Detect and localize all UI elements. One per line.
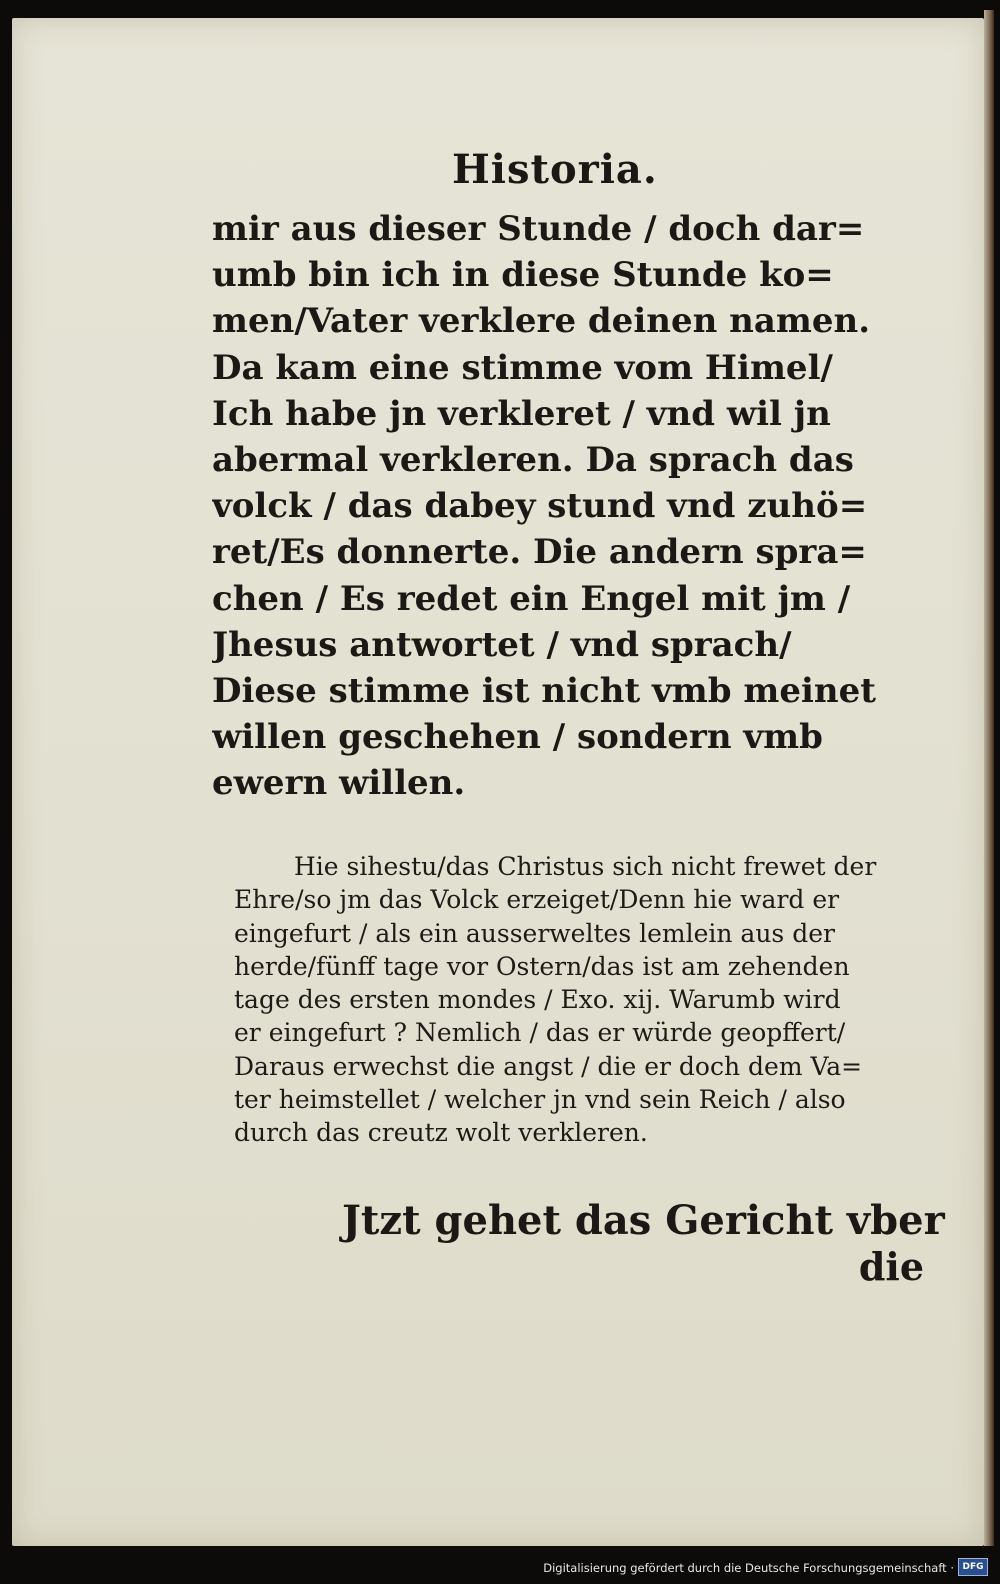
gloss-line: herde/fünff tage vor Ostern/das ist am zehenden bbox=[234, 951, 850, 981]
main-line: abermal verkleren. Da sprach das bbox=[212, 440, 854, 481]
main-line: chen / Es redet ein Engel mit jm / bbox=[212, 578, 851, 619]
main-line: ret/Es donnerte. Die andern spra= bbox=[212, 532, 867, 573]
gloss-line: Daraus erwechst die angst / die er doch dem Va= bbox=[234, 1051, 863, 1081]
main-line: ewern willen. bbox=[212, 763, 466, 804]
gloss-line: er eingefurt ? Nemlich / das er würde geopffert/ bbox=[234, 1018, 846, 1048]
main-line: men/Vater verklere deinen namen. bbox=[212, 301, 871, 342]
main-line: willen geschehen / sondern vmb bbox=[212, 717, 823, 758]
section-heading: Jtzt gehet das Gericht vber bbox=[342, 1197, 945, 1244]
main-line: Ich habe jn verkleret / vnd wil jn bbox=[212, 393, 831, 434]
gloss-line: Hie sihestu/das Christus sich nicht frewet der bbox=[294, 852, 877, 881]
main-line: Da kam eine stimme vom Himel/ bbox=[212, 347, 833, 388]
running-heading: Historia. bbox=[452, 146, 658, 193]
gloss-line: durch das creutz wolt verkleren. bbox=[234, 1118, 648, 1148]
main-line: umb bin ich in diese Stunde ko= bbox=[212, 255, 834, 296]
dfg-logo-icon: DFG bbox=[958, 1558, 988, 1576]
gloss-line: tage des ersten mondes / Exo. xij. Warumb wird bbox=[234, 985, 841, 1015]
gloss-text-block bbox=[234, 850, 954, 1150]
catchword: die bbox=[858, 1244, 924, 1289]
main-line: Diese stimme ist nicht vmb meinet bbox=[212, 671, 876, 712]
gloss-line: ter heimstellet / welcher jn vnd sein Reich / also bbox=[234, 1085, 846, 1115]
main-text-block bbox=[212, 206, 932, 807]
main-line: Jhesus antwortet / vnd sprach/ bbox=[212, 624, 792, 665]
footer-bar bbox=[0, 1546, 1000, 1584]
book-page bbox=[12, 18, 984, 1546]
gloss-line: Ehre/so jm das Volck erzeiget/Denn hie ward er bbox=[234, 885, 840, 915]
gloss-line: eingefurt / als ein ausserweltes lemlein aus der bbox=[234, 918, 835, 948]
main-line: mir aus dieser Stunde / doch dar= bbox=[212, 209, 865, 249]
main-line: volck / das dabey stund vnd zuhö= bbox=[212, 486, 868, 527]
funding-credit: Digitalisierung gefördert durch die Deutsche Forschungsgemeinschaft · bbox=[543, 1561, 954, 1575]
page-edge bbox=[984, 10, 994, 1550]
